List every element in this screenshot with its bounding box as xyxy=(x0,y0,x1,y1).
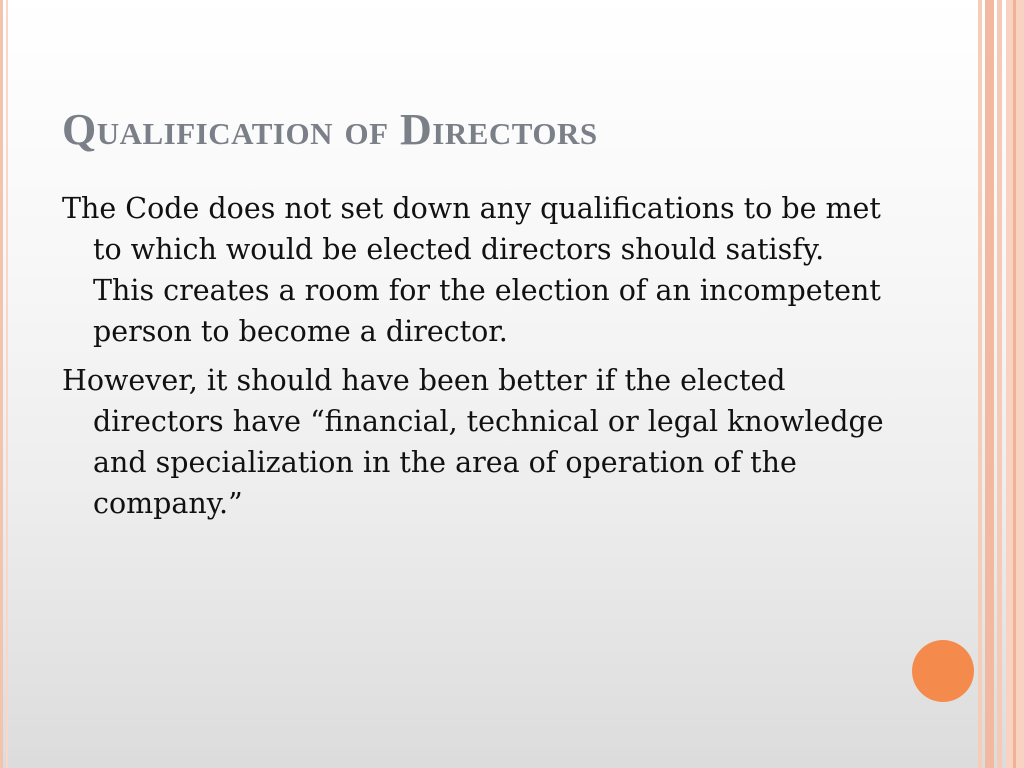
body-paragraph: The Code does not set down any qualifications to be met to which would be elected directors should satisfy. This creates a room for the election of an incompetent person to become a director. xyxy=(62,192,881,348)
right-decorative-stripe xyxy=(985,0,994,768)
body-paragraph: However, it should have been better if the elected directors have “financial, technical or legal knowledge and specialization in the area of operation of the company.” xyxy=(62,364,884,520)
slide-body xyxy=(62,188,892,532)
right-decorative-stripe xyxy=(1013,0,1016,768)
left-decorative-stripe-thin xyxy=(6,0,8,768)
accent-circle xyxy=(912,640,974,702)
right-decorative-stripe xyxy=(978,0,982,768)
right-decorative-stripe xyxy=(997,0,1002,768)
slide-title: Qualification of Directors xyxy=(62,105,598,154)
left-decorative-stripe xyxy=(0,0,3,768)
